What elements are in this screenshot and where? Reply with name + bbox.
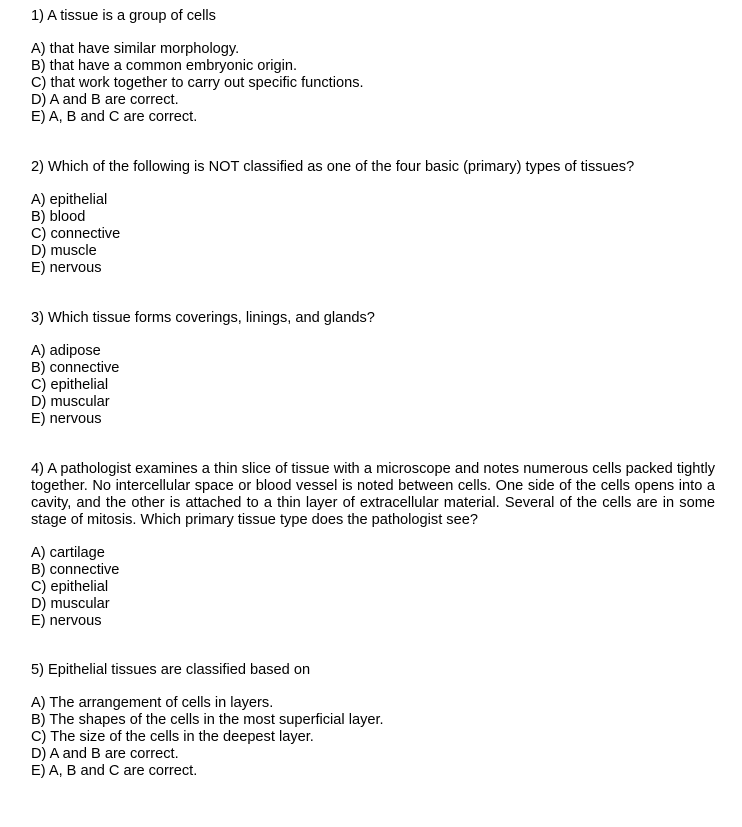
option-e: E) nervous: [31, 410, 102, 427]
option-c: C) epithelial: [31, 578, 109, 595]
option-d: D) muscle: [31, 242, 97, 259]
question-stem: 5) Epithelial tissues are classified based on: [31, 662, 311, 678]
option-b: B) connective: [31, 561, 120, 578]
option-d: D) muscular: [31, 595, 110, 612]
answer-options: [31, 545, 715, 630]
answer-options: [31, 343, 715, 428]
option-e: E) nervous: [31, 259, 102, 276]
question-stem: 2) Which of the following is NOT classified as one of the four basic (primary) types of tissues?: [31, 159, 635, 175]
answer-options: [31, 41, 715, 126]
option-c: C) connective: [31, 225, 121, 242]
answer-options: [31, 192, 715, 277]
option-c: C) The size of the cells in the deepest layer.: [31, 728, 314, 745]
answer-options: [31, 695, 715, 780]
question-5: [31, 662, 715, 780]
option-c: C) that work together to carry out specific functions.: [31, 74, 364, 91]
question-stem: 3) Which tissue forms coverings, linings, and glands?: [31, 310, 375, 326]
option-b: B) that have a common embryonic origin.: [31, 57, 298, 74]
option-b: B) connective: [31, 359, 120, 376]
option-e: E) nervous: [31, 612, 102, 629]
option-d: D) A and B are correct.: [31, 91, 179, 108]
question-1: [31, 8, 715, 126]
option-b: B) The shapes of the cells in the most superficial layer.: [31, 711, 384, 728]
option-a: A) that have similar morphology.: [31, 41, 240, 57]
question-stem: 1) A tissue is a group of cells: [31, 8, 216, 24]
option-a: A) cartilage: [31, 545, 105, 561]
option-d: D) A and B are correct.: [31, 745, 179, 762]
option-e: E) A, B and C are correct.: [31, 762, 198, 779]
option-b: B) blood: [31, 208, 86, 225]
question-stem: 4) A pathologist examines a thin slice of tissue with a microscope and notes numerous cells packed tightly together. No intercellular space or blood vessel is noted between cells. One side of the cells opens into a cavity, and the other is attached to a thin layer of extracellular material. Several of the cells are in some stage of mitosis. Which primary tissue type does the pathologist see?: [31, 461, 715, 528]
question-2: [31, 159, 715, 277]
question-3: [31, 310, 715, 428]
option-d: D) muscular: [31, 393, 110, 410]
question-4: [31, 461, 715, 630]
option-a: A) adipose: [31, 343, 101, 359]
option-a: A) epithelial: [31, 192, 108, 208]
option-a: A) The arrangement of cells in layers.: [31, 695, 274, 711]
option-c: C) epithelial: [31, 376, 109, 393]
option-e: E) A, B and C are correct.: [31, 108, 198, 125]
